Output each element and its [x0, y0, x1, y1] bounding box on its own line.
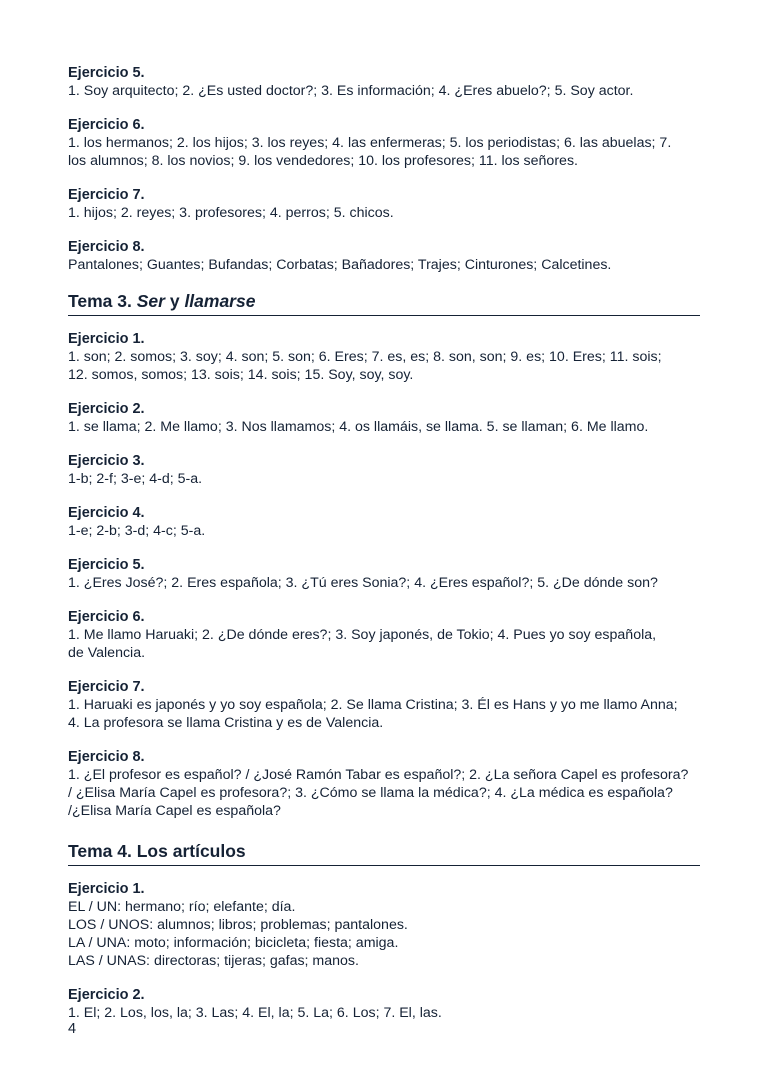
exercise-answer-line: 1-e; 2-b; 3-d; 4-c; 5-a.: [68, 523, 206, 539]
exercise-block: [68, 678, 700, 732]
exercise-answer-line: 1. los hermanos; 2. los hijos; 3. los reyes; 4. las enfermeras; 5. los periodistas; 6. las abuelas; 7.: [68, 135, 672, 151]
exercise-block: [68, 452, 700, 488]
exercise-answer-line: LA / UNA: moto; información; bicicleta; fiesta; amiga.: [68, 935, 399, 951]
exercise-answer-line: LOS / UNOS: alumnos; libros; problemas; pantalones.: [68, 917, 408, 933]
exercise-title: Ejercicio 6.: [68, 609, 145, 625]
section-heading-ser: Ser: [136, 291, 165, 311]
exercise-title: Ejercicio 2.: [68, 401, 145, 417]
exercise-title: Ejercicio 7.: [68, 679, 145, 695]
exercise-answer-line: 1. ¿El profesor es español? / ¿José Ramón Tabar es español?; 2. ¿La señora Capel es profesora?: [68, 767, 689, 783]
exercise-answer-line: Pantalones; Guantes; Bufandas; Corbatas; Bañadores; Trajes; Cinturones; Calcetines.: [68, 257, 612, 273]
exercise-block: [68, 116, 700, 170]
page-number: 4: [68, 1021, 77, 1037]
exercise-title: Ejercicio 8.: [68, 239, 145, 255]
exercise-title: Ejercicio 2.: [68, 987, 145, 1003]
exercise-title: Ejercicio 4.: [68, 505, 145, 521]
exercise-answer-line: 1. ¿Eres José?; 2. Eres española; 3. ¿Tú eres Sonia?; 4. ¿Eres español?; 5. ¿De dónde son?: [68, 575, 658, 591]
exercise-answer-line: 12. somos, somos; 13. sois; 14. sois; 15. Soy, soy, soy.: [68, 367, 414, 383]
section-heading-prefix: Tema 3.: [68, 291, 137, 311]
section-heading-tema-4: Tema 4. Los artículos: [68, 840, 700, 866]
exercise-answer-line: LAS / UNAS: directoras; tijeras; gafas; manos.: [68, 953, 359, 969]
exercise-answer-line: 1. son; 2. somos; 3. soy; 4. son; 5. son; 6. Eres; 7. es, es; 8. son, son; 9. es; 10. Eres; 11. sois;: [68, 349, 662, 365]
exercise-block: [68, 608, 700, 662]
exercise-answer-line: 1. se llama; 2. Me llamo; 3. Nos llamamos; 4. os llamáis, se llama. 5. se llaman; 6. Me llamo.: [68, 419, 649, 435]
exercise-block: [68, 238, 700, 274]
exercise-block: [68, 556, 700, 592]
exercise-answer-line: 1. hijos; 2. reyes; 3. profesores; 4. perros; 5. chicos.: [68, 205, 394, 221]
exercise-answer-line: 1. Soy arquitecto; 2. ¿Es usted doctor?; 3. Es información; 4. ¿Eres abuelo?; 5. Soy actor.: [68, 83, 634, 99]
section-heading-connector: y: [164, 291, 185, 311]
exercise-answer-line: los alumnos; 8. los novios; 9. los vendedores; 10. los profesores; 11. los señores.: [68, 153, 578, 169]
exercise-title: Ejercicio 5.: [68, 65, 145, 81]
exercise-title: Ejercicio 8.: [68, 749, 145, 765]
exercise-answer-line: /¿Elisa María Capel es española?: [68, 803, 281, 819]
exercise-title: Ejercicio 1.: [68, 331, 145, 347]
exercise-title: Ejercicio 1.: [68, 881, 145, 897]
exercise-answer-line: 1-b; 2-f; 3-e; 4-d; 5-a.: [68, 471, 203, 487]
exercise-block: [68, 986, 700, 1022]
exercise-answer-line: 1. Me llamo Haruaki; 2. ¿De dónde eres?; 3. Soy japonés, de Tokio; 4. Pues yo soy española,: [68, 627, 657, 643]
exercise-answer-line: / ¿Elisa María Capel es profesora?; 3. ¿Cómo se llama la médica?; 4. ¿La médica es española?: [68, 785, 673, 801]
exercise-block: [68, 186, 700, 222]
exercise-title: Ejercicio 6.: [68, 117, 145, 133]
section-heading-tema-3: [68, 290, 700, 316]
exercise-answer-line: de Valencia.: [68, 645, 146, 661]
exercise-title: Ejercicio 3.: [68, 453, 145, 469]
exercise-block: [68, 400, 700, 436]
exercise-block: [68, 748, 700, 820]
exercise-block: [68, 504, 700, 540]
exercise-answer-line: EL / UN: hermano; río; elefante; día.: [68, 899, 296, 915]
exercise-title: Ejercicio 7.: [68, 187, 145, 203]
exercise-answer-line: 1. El; 2. Los, los, la; 3. Las; 4. El, la; 5. La; 6. Los; 7. El, las.: [68, 1005, 442, 1021]
exercise-answer-line: 4. La profesora se llama Cristina y es de Valencia.: [68, 715, 384, 731]
section-heading-llamarse: llamarse: [184, 291, 256, 311]
exercise-answer-line: 1. Haruaki es japonés y yo soy española; 2. Se llama Cristina; 3. Él es Hans y yo me llamo Anna;: [68, 697, 678, 713]
exercise-title: Ejercicio 5.: [68, 557, 145, 573]
exercise-block: [68, 880, 700, 970]
exercise-block: [68, 64, 700, 100]
exercise-block: [68, 330, 700, 384]
